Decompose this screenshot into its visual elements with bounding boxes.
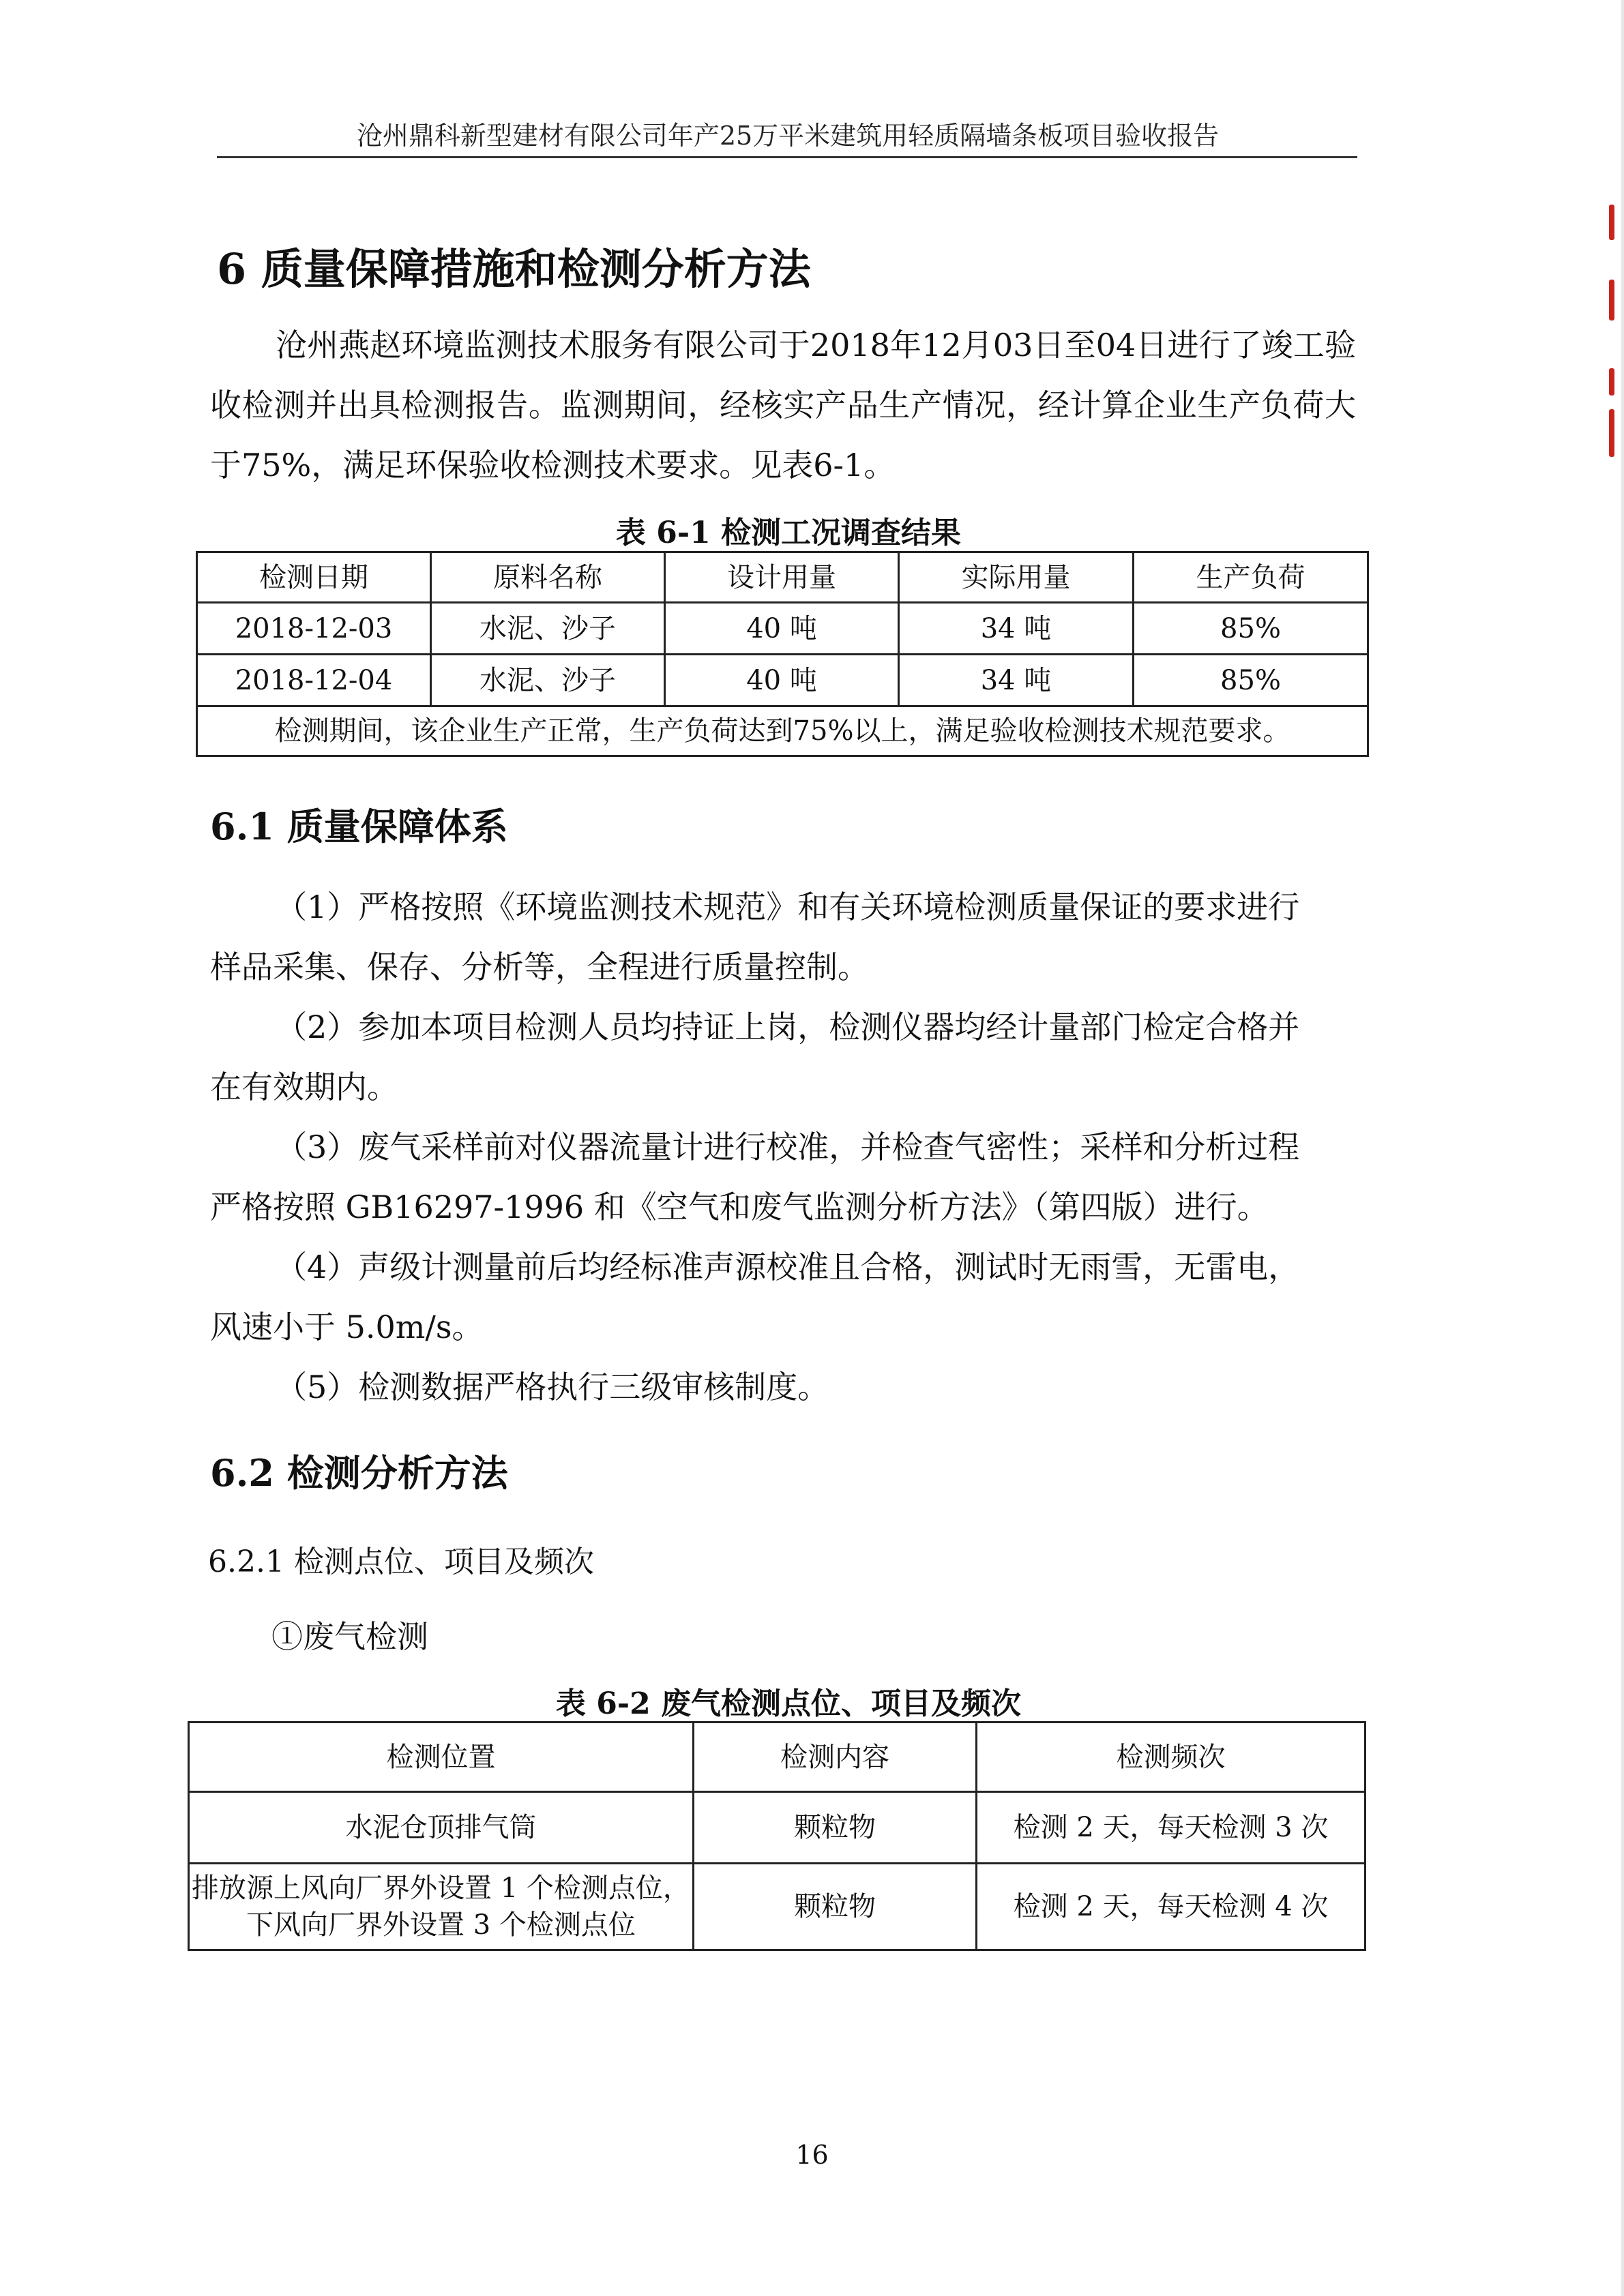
cell-line: 下风向厂界外设置 3 个检测点位 (246, 1909, 636, 1941)
table-6-2-caption: 表 6-2 废气检测点位、项目及频次 (555, 1686, 1022, 1721)
stamp-fragment (1609, 280, 1614, 320)
table-row (189, 1864, 1365, 1950)
stamp-fragment (1609, 409, 1614, 457)
table-cell: 40 吨 (665, 655, 899, 706)
table-header-row (197, 552, 1368, 603)
header-rule (217, 156, 1357, 158)
table-cell: 颗粒物 (694, 1864, 977, 1950)
table-cell (189, 1864, 694, 1950)
table-6-1 (196, 551, 1369, 757)
section-6-intro: 沧州燕赵环境监测技术服务有限公司于2018年12月03日至04日进行了竣工验收检测并出具检测报告。监测期间，经核实产品生产情况，经计算企业生产负荷大于75%，满足环保验收检测技术要求。见表6-1。 (210, 327, 1356, 483)
header-cell: 检测频次 (977, 1723, 1365, 1792)
stamp-fragment (1609, 205, 1614, 240)
header-cell: 检测内容 (694, 1723, 977, 1792)
qa-item-1-line-1: （1）严格按照《环境监测技术规范》和有关环境检测质量保证的要求进行 (276, 889, 1300, 925)
qa-item-4-line-2: 风速小于 5.0m/s。 (210, 1309, 484, 1345)
table-cell: 水泥、沙子 (431, 603, 665, 655)
table-6-2 (188, 1721, 1366, 1951)
table-note-row (197, 706, 1368, 756)
qa-item-3-line-1: （3）废气采样前对仪器流量计进行校准，并检查气密性；采样和分析过程 (276, 1129, 1300, 1165)
qa-item-2-line-2: 在有效期内。 (210, 1069, 398, 1105)
running-header: 沧州鼎科新型建材有限公司年产25万平米建筑用轻质隔墙条板项目验收报告 (356, 121, 1220, 151)
qa-item-1-line-2: 样品采集、保存、分析等，全程进行质量控制。 (210, 949, 869, 985)
header-cell: 实际用量 (899, 552, 1134, 603)
table-cell: 34 吨 (899, 655, 1134, 706)
table-cell: 颗粒物 (694, 1792, 977, 1864)
table-header-row (189, 1723, 1365, 1792)
header-cell: 原料名称 (431, 552, 665, 603)
table-cell: 检测 2 天，每天检测 4 次 (977, 1864, 1365, 1950)
cell-line: 排放源上风向厂界外设置 1 个检测点位， (192, 1873, 690, 1904)
table-cell: 2018-12-03 (197, 603, 431, 655)
table-6-1-caption: 表 6-1 检测工况调查结果 (615, 516, 962, 550)
waste-gas-subheading: ①废气检测 (271, 1618, 428, 1655)
table-cell: 检测 2 天，每天检测 3 次 (977, 1792, 1365, 1864)
section-6-title: 6 质量保障措施和检测分析方法 (217, 244, 811, 294)
qa-item-2-line-1: （2）参加本项目检测人员均持证上岗，检测仪器均经计量部门检定合格并 (276, 1009, 1300, 1045)
table-note: 检测期间，该企业生产正常，生产负荷达到75%以上，满足验收检测技术规范要求。 (197, 706, 1368, 756)
table-cell: 水泥仓顶排气筒 (189, 1792, 694, 1864)
table-cell: 40 吨 (665, 603, 899, 655)
qa-item-5: （5）检测数据严格执行三级审核制度。 (276, 1369, 829, 1405)
header-cell: 检测位置 (189, 1723, 694, 1792)
table-cell: 85% (1134, 603, 1368, 655)
stamp-fragment (1609, 368, 1614, 396)
page-number: 16 (795, 2140, 829, 2170)
table-row (197, 655, 1368, 706)
header-cell: 生产负荷 (1134, 552, 1368, 603)
table-row (189, 1792, 1365, 1864)
header-cell: 设计用量 (665, 552, 899, 603)
table-cell: 水泥、沙子 (431, 655, 665, 706)
table-cell: 85% (1134, 655, 1368, 706)
section-6-2-1-title: 6.2.1 检测点位、项目及频次 (208, 1545, 594, 1579)
header-cell: 检测日期 (197, 552, 431, 603)
table-cell: 2018-12-04 (197, 655, 431, 706)
table-cell: 34 吨 (899, 603, 1134, 655)
qa-item-3-line-2: 严格按照 GB16297-1996 和《空气和废气监测分析方法》（第四版）进行。 (210, 1189, 1269, 1225)
scan-edge-line (1621, 0, 1624, 2296)
section-6-1-title: 6.1 质量保障体系 (210, 805, 508, 848)
table-row (197, 603, 1368, 655)
qa-item-4-line-1: （4）声级计测量前后均经标准声源校准且合格，测试时无雨雪，无雷电， (276, 1249, 1300, 1285)
section-6-2-title: 6.2 检测分析方法 (210, 1451, 508, 1495)
